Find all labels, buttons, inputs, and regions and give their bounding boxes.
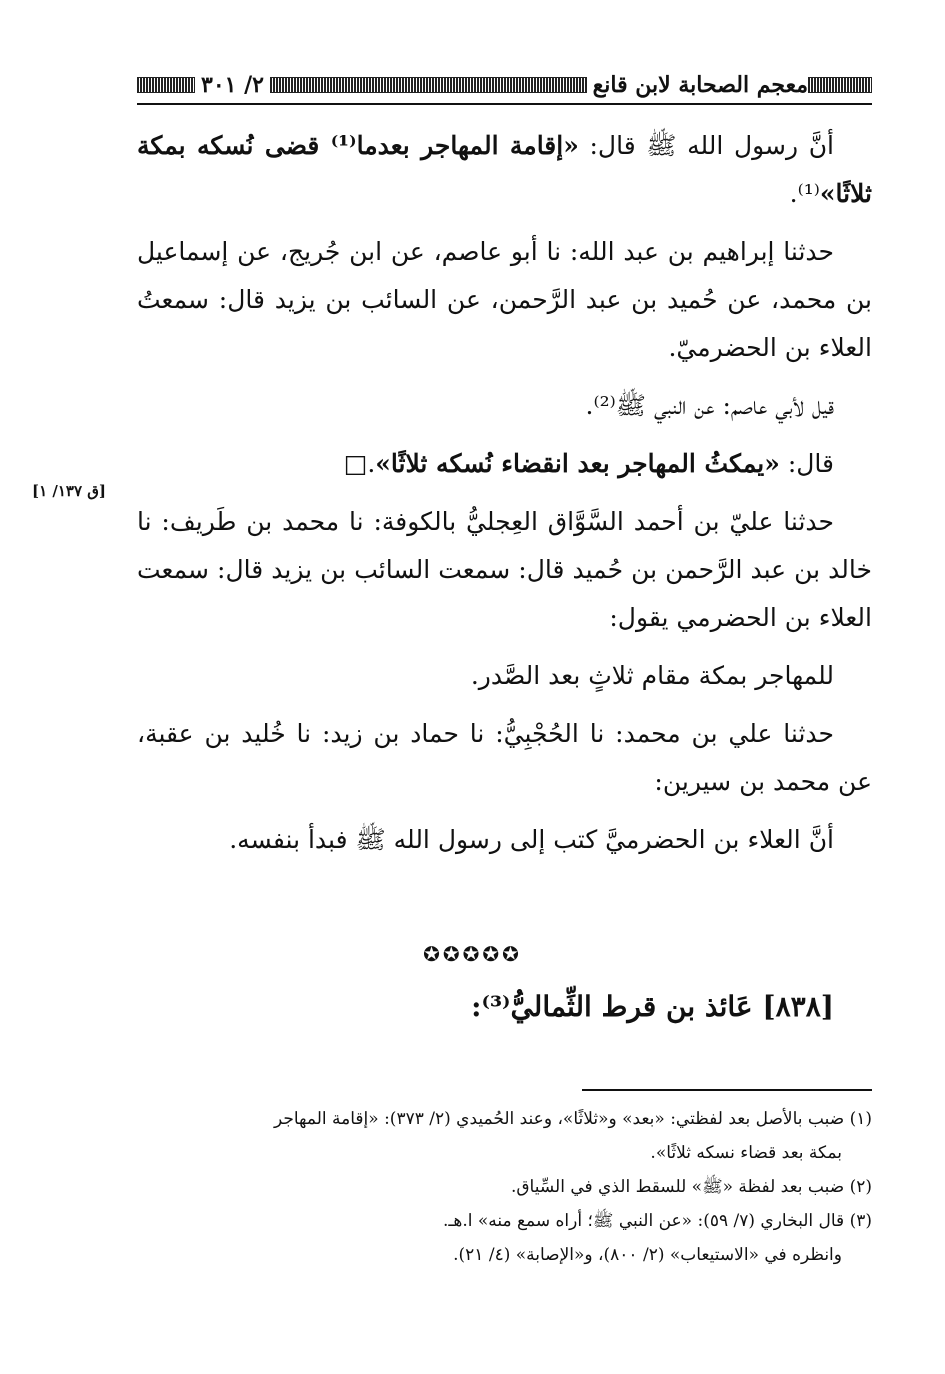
- header-ornament-left: [137, 77, 195, 93]
- paragraph-3: قيل لأبي عاصم: عن النبي ﷺ⁽²⁾.: [585, 391, 834, 420]
- footnote-rule: [582, 1089, 872, 1091]
- entry-heading: [٨٣٨] عَائذ بن قرط الثِّماليُّ⁽³⁾:: [471, 990, 834, 1023]
- paragraph-2: حدثنا إبراهيم بن عبد الله: نا أبو عاصم، عن ابن جُريج، عن إسماعيل بن محمد، عن حُميد بن عبد الرَّحمن، عن السائب بن يزيد قال: سمعتُ العلاء بن الحضرميّ.: [137, 237, 872, 362]
- footnote-3-continued: وانظره في «الاستيعاب» (٢/ ٨٠٠)، و«الإصابة» (٤/ ٢١).: [453, 1245, 842, 1265]
- paragraph-8: أنَّ العلاء بن الحضرميَّ كتب إلى رسول الله ﷺ فبدأ بنفسه.: [229, 825, 834, 854]
- hadith-quote-2: «يمكثُ المهاجر بعد انقضاء نُسكه ثلاثًا»: [375, 449, 780, 478]
- footnote-1-continued: بمكة بعد قضاء نسكه ثلاثًا».: [650, 1143, 842, 1163]
- header-ornament-middle: [270, 77, 587, 93]
- footnote-2: (٢) ضبب بعد لفظة «ﷺ» للسقط الذي في السِّياق.: [510, 1177, 872, 1197]
- footnotes: [137, 1104, 872, 1274]
- running-header: [137, 68, 872, 102]
- paragraph-5: حدثنا عليّ بن أحمد السَّوَّاق العِجليُّ بالكوفة: نا محمد بن طَريف: نا خالد بن عبد الرَّحمن بن حُميد قال: سمعت السائب بن يزيد قال: سمعت العلاء بن الحضرمي يقول:: [137, 507, 872, 632]
- book-title: معجم الصحابة لابن قانع: [592, 72, 808, 98]
- paragraph-1: أنَّ رسول الله ﷺ قال: «إقامة المهاجر بعدما⁽¹⁾ قضى نُسكه بمكة ثلاثًا»⁽¹⁾.: [137, 131, 872, 208]
- page-number: ٢/ ٣٠١: [201, 72, 264, 98]
- footnote-3: (٣) قال البخاري (٧/ ٥٩): «عن النبي ﷺ؛ أراه سمع منه» ا.هـ.: [442, 1211, 872, 1231]
- header-ornament-right: [808, 77, 872, 93]
- main-text: [137, 122, 872, 874]
- paragraph-7: حدثنا علي بن محمد: نا الحُجْبِيُّ: نا حماد بن زيد: نا خُليد بن عقبة، عن محمد بن سيرين:: [137, 719, 872, 796]
- header-rule: [137, 103, 872, 105]
- manuscript-folio-ref: [ق ١٣٧/ ١]: [32, 482, 107, 500]
- footnote-1: (١) ضبب بالأصل بعد لفظتي: «بعد» و«ثلاثًا»، وعند الحُميدي (٢/ ٣٧٣): «إقامة المهاجر: [273, 1109, 872, 1129]
- section-separator: ✪✪✪✪✪: [423, 942, 522, 966]
- hadith-quote-1: «إقامة المهاجر بعدما⁽¹⁾ قضى نُسكه بمكة ثلاثًا»: [137, 131, 872, 208]
- paragraph-6: للمهاجر بمكة مقام ثلاثٍ بعد الصَّدر.: [470, 661, 834, 690]
- footnote-ref: ⁽¹⁾.: [789, 179, 820, 208]
- paragraph-4: قال: «يمكثُ المهاجر بعد انقضاء نُسكه ثلاثًا».□: [343, 449, 834, 478]
